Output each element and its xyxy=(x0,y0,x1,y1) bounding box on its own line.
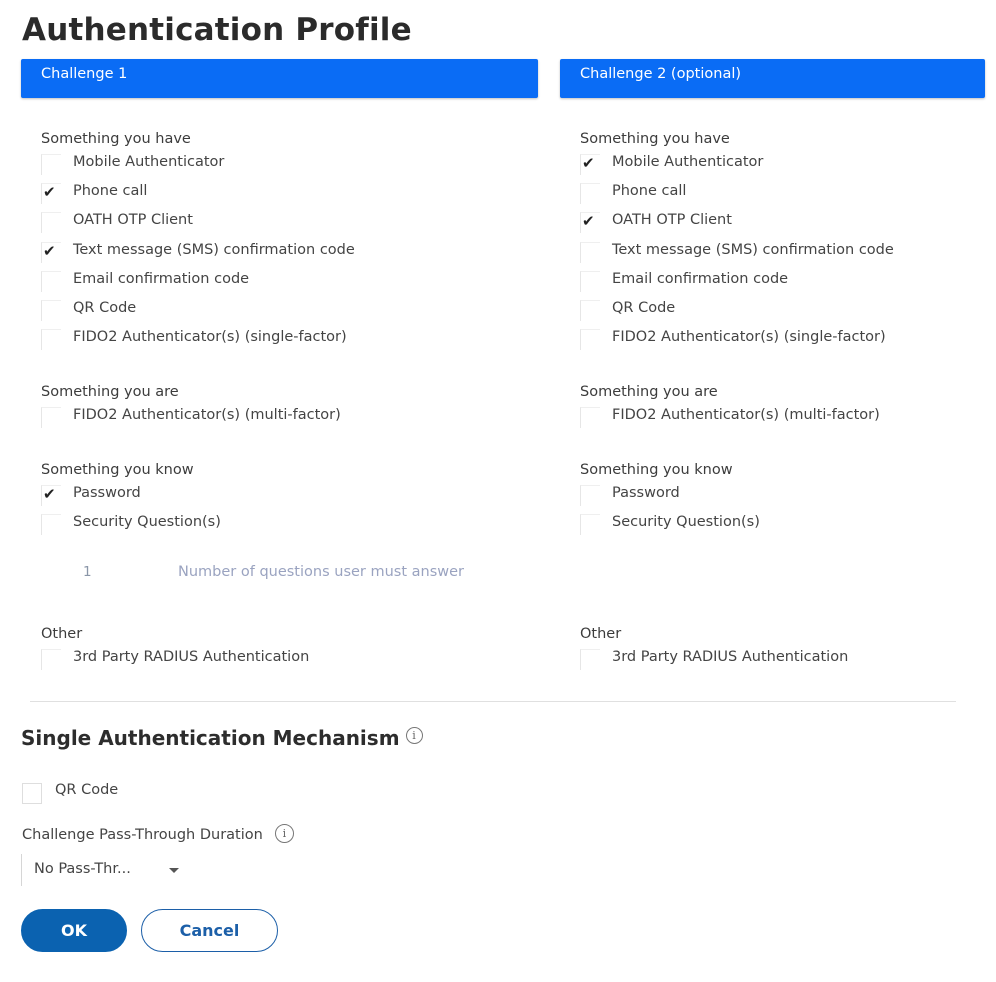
challenge-2-know-checkbox[interactable] xyxy=(580,514,600,535)
challenge-2-have-label: Text message (SMS) confirmation code xyxy=(612,241,894,258)
challenge-1-have-checkbox[interactable] xyxy=(41,242,61,263)
challenge-1-other-title: Other xyxy=(41,626,83,642)
challenge-1-are-group xyxy=(41,384,521,433)
questions-count-label: Number of questions user must answer xyxy=(178,564,465,580)
challenge-1-know-label: Security Question(s) xyxy=(73,514,221,531)
challenge-1-have-checkbox[interactable] xyxy=(41,154,61,175)
checkmark-icon: ✔ xyxy=(582,212,595,231)
challenge-2-are-title: Something you are xyxy=(580,384,718,400)
challenge-2-are-label: FIDO2 Authenticator(s) (multi-factor) xyxy=(612,407,880,423)
challenge-1-know-option[interactable] xyxy=(41,511,521,540)
challenge-2-have-title: Something you have xyxy=(580,131,730,147)
challenge-1-have-label: Phone call xyxy=(73,183,148,200)
challenge-2-have-option[interactable] xyxy=(580,297,996,326)
challenge-1-have-group xyxy=(41,131,521,355)
challenge-2-have-checkbox[interactable] xyxy=(580,242,600,263)
challenge-2-have-option[interactable] xyxy=(580,326,996,355)
section-divider xyxy=(30,701,956,702)
challenge-1-have-label: FIDO2 Authenticator(s) (single-factor) xyxy=(73,329,347,346)
challenge-1-other-label: 3rd Party RADIUS Authentication xyxy=(73,649,310,665)
challenge-2-are-checkbox[interactable] xyxy=(580,407,600,428)
info-icon[interactable]: i xyxy=(275,824,294,843)
challenge-1-are-label: FIDO2 Authenticator(s) (multi-factor) xyxy=(73,407,341,423)
challenge-1-know-option[interactable] xyxy=(41,482,521,511)
challenge-1-header: Challenge 1 xyxy=(21,59,538,98)
challenge-1-have-option[interactable] xyxy=(41,180,521,209)
challenge-2-have-checkbox[interactable] xyxy=(580,271,600,292)
pass-through-selected: No Pass-Thr... xyxy=(34,861,131,877)
challenge-1-other-checkbox[interactable] xyxy=(41,649,61,670)
challenge-1-have-checkbox[interactable] xyxy=(41,300,61,321)
challenge-1-have-label: OATH OTP Client xyxy=(73,212,193,229)
checkmark-icon: ✔ xyxy=(582,154,595,172)
challenge-1-have-label: Email confirmation code xyxy=(73,270,250,287)
challenge-1-have-checkbox[interactable] xyxy=(41,183,61,204)
challenge-2-know-label: Security Question(s) xyxy=(612,514,760,531)
challenge-1-know-checkbox[interactable] xyxy=(41,514,61,535)
single-auth-title-text: Single Authentication Mechanism xyxy=(21,726,400,750)
caret-down-icon[interactable] xyxy=(169,868,179,873)
challenge-1-other-group xyxy=(41,626,521,675)
pass-through-label-row xyxy=(22,824,294,843)
challenge-2-have-checkbox[interactable] xyxy=(580,329,600,350)
challenge-2-panel xyxy=(560,59,985,665)
challenge-2-have-checkbox[interactable] xyxy=(580,154,600,175)
challenge-2-other-checkbox[interactable] xyxy=(580,649,600,670)
challenge-2-have-label: QR Code xyxy=(612,299,676,316)
challenge-2-other-title: Other xyxy=(580,626,622,642)
pass-through-dropdown[interactable] xyxy=(21,854,191,886)
checkmark-icon: ✔ xyxy=(43,183,56,202)
single-auth-qr-label: QR Code xyxy=(55,782,119,798)
challenge-1-have-option[interactable] xyxy=(41,209,521,238)
challenge-1-other-option[interactable] xyxy=(41,646,521,675)
checkmark-icon: ✔ xyxy=(43,485,56,503)
challenge-2-have-checkbox[interactable] xyxy=(580,300,600,321)
questions-count-input[interactable]: 1 xyxy=(83,564,92,580)
challenge-1-have-label: Text message (SMS) confirmation code xyxy=(73,241,355,258)
challenge-2-know-title: Something you know xyxy=(580,462,733,478)
challenge-2-are-group xyxy=(580,384,996,433)
challenge-1-know-label: Password xyxy=(73,485,141,501)
challenge-2-have-label: FIDO2 Authenticator(s) (single-factor) xyxy=(612,329,886,346)
challenge-2-have-option[interactable] xyxy=(580,268,996,297)
single-auth-title xyxy=(21,726,423,750)
cancel-button[interactable]: Cancel xyxy=(141,909,278,952)
challenge-2-know-group xyxy=(580,462,996,540)
challenge-2-have-option[interactable] xyxy=(580,151,996,180)
challenge-2-have-checkbox[interactable] xyxy=(580,212,600,233)
challenge-1-have-checkbox[interactable] xyxy=(41,212,61,233)
challenge-1-have-option[interactable] xyxy=(41,326,521,355)
challenge-1-have-label: QR Code xyxy=(73,299,137,316)
challenge-1-have-option[interactable] xyxy=(41,239,521,268)
challenge-1-are-checkbox[interactable] xyxy=(41,407,61,428)
challenge-1-have-title: Something you have xyxy=(41,131,191,147)
challenge-2-have-option[interactable] xyxy=(580,239,996,268)
challenge-1-know-checkbox[interactable] xyxy=(41,485,61,506)
challenge-2-header: Challenge 2 (optional) xyxy=(560,59,985,98)
challenge-2-know-option[interactable] xyxy=(580,482,996,511)
challenge-1-know-title: Something you know xyxy=(41,462,194,478)
challenge-1-panel xyxy=(21,59,538,665)
challenge-2-are-option[interactable] xyxy=(580,404,996,433)
pass-through-label: Challenge Pass-Through Duration xyxy=(22,827,263,843)
info-icon[interactable]: i xyxy=(406,727,423,744)
challenge-2-other-group xyxy=(580,626,996,675)
single-auth-qr-checkbox[interactable] xyxy=(22,783,42,804)
challenge-1-are-option[interactable] xyxy=(41,404,521,433)
challenge-2-know-option[interactable] xyxy=(580,511,996,540)
challenge-2-other-option[interactable] xyxy=(580,646,996,675)
challenge-1-have-checkbox[interactable] xyxy=(41,329,61,350)
challenge-1-know-group xyxy=(41,462,521,540)
challenge-2-have-group xyxy=(580,131,996,355)
challenge-2-have-option[interactable] xyxy=(580,180,996,209)
challenge-1-are-title: Something you are xyxy=(41,384,179,400)
challenge-2-have-label: Phone call xyxy=(612,183,687,200)
challenge-1-have-option[interactable] xyxy=(41,268,521,297)
checkmark-icon: ✔ xyxy=(43,241,56,260)
challenge-2-other-label: 3rd Party RADIUS Authentication xyxy=(612,649,849,665)
challenge-2-have-label: Mobile Authenticator xyxy=(612,154,764,170)
page-title: Authentication Profile xyxy=(22,12,412,48)
challenge-2-have-option[interactable] xyxy=(580,209,996,238)
challenge-2-have-label: OATH OTP Client xyxy=(612,212,732,229)
ok-button[interactable]: OK xyxy=(21,909,127,952)
challenge-1-have-option[interactable] xyxy=(41,151,521,180)
challenge-2-have-label: Email confirmation code xyxy=(612,270,789,287)
challenge-2-have-checkbox[interactable] xyxy=(580,183,600,204)
challenge-2-know-label: Password xyxy=(612,485,680,501)
challenge-1-have-option[interactable] xyxy=(41,297,521,326)
challenge-2-know-checkbox[interactable] xyxy=(580,485,600,506)
challenge-1-have-label: Mobile Authenticator xyxy=(73,154,225,170)
challenge-1-have-checkbox[interactable] xyxy=(41,271,61,292)
